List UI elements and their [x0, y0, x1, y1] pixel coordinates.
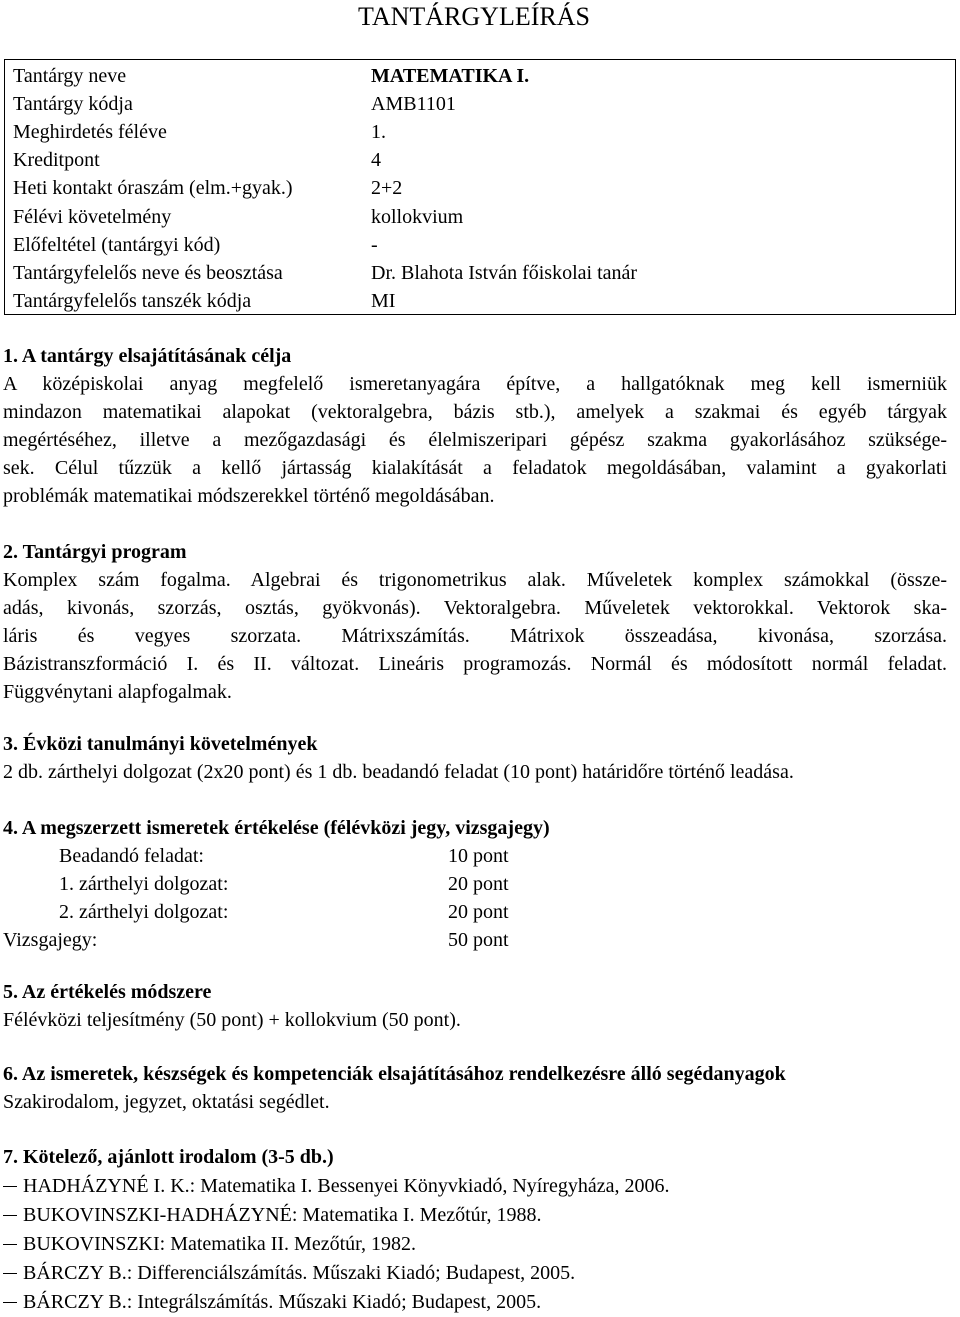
section-program	[3, 538, 947, 706]
info-label: Félévi követelmény	[13, 206, 172, 228]
grade-points: 20 pont	[448, 901, 509, 923]
paragraph-line: Félévközi teljesítmény (50 pont) + kollokvium (50 pont).	[3, 1009, 461, 1031]
section-title: 7. Kötelező, ajánlott irodalom (3-5 db.)	[3, 1146, 334, 1168]
info-value: MI	[371, 290, 396, 312]
info-row-department	[5, 287, 955, 315]
literature-item	[3, 1201, 542, 1230]
info-row-course-code	[5, 90, 955, 118]
paragraph-line: Bázistranszformáció I. és II. változat. Lineáris programozás. Normál és módosított normál feladat.	[3, 653, 947, 675]
page-title: TANTÁRGYLEÍRÁS	[358, 2, 590, 31]
info-label: Tantárgyfelelős neve és beosztása	[13, 262, 283, 284]
section-objective	[3, 342, 947, 510]
info-label: Meghirdetés féléve	[13, 121, 167, 143]
grade-label: 1. zárthelyi dolgozat:	[59, 873, 229, 895]
section-materials	[3, 1060, 947, 1116]
info-row-requirement	[5, 203, 955, 231]
info-row-responsible	[5, 259, 955, 287]
paragraph-line: Szakirodalom, jegyzet, oktatási segédlet.	[3, 1091, 330, 1113]
info-row-prerequisite	[5, 231, 955, 259]
info-label: Kreditpont	[13, 149, 100, 171]
grade-points: 50 pont	[448, 929, 509, 951]
grade-points: 20 pont	[448, 873, 509, 895]
literature-item	[3, 1288, 541, 1317]
info-label: Előfeltétel (tantárgyi kód)	[13, 234, 221, 256]
info-value: 2+2	[371, 177, 403, 199]
paragraph-line: mindazon matematikai alapokat (vektoralgebra, bázis stb.), amelyek a szakmai és egyéb tárgyak	[3, 401, 947, 423]
section-method	[3, 978, 947, 1034]
section-title: 6. Az ismeretek, készségek és kompetenciák elsajátításához rendelkezésre álló segédanyagok	[3, 1063, 786, 1085]
info-value: 4	[371, 149, 381, 171]
literature-item	[3, 1172, 670, 1201]
literature-text: BUKOVINSZKI-HADHÁZYNÉ: Matematika I. Mezőtúr, 1988.	[23, 1204, 542, 1226]
section-title: 4. A megszerzett ismeretek értékelése (félévközi jegy, vizsgajegy)	[3, 817, 550, 839]
course-info-table	[4, 59, 956, 315]
literature-item	[3, 1230, 416, 1259]
section-title: 5. Az értékelés módszere	[3, 981, 212, 1003]
section-literature	[3, 1143, 947, 1313]
dash-bullet-icon	[3, 1244, 17, 1246]
paragraph-line: Komplex szám fogalma. Algebrai és trigonometrikus alak. Műveletek komplex számokkal (össze-	[3, 569, 947, 591]
section-requirements	[3, 730, 947, 786]
grade-label: 2. zárthelyi dolgozat:	[59, 901, 229, 923]
literature-text: BUKOVINSZKI: Matematika II. Mezőtúr, 1982.	[23, 1233, 417, 1255]
paragraph-line: sek. Célul tűzzük a kellő jártasság kialakítását a feladatok megoldásában, valamint a gyakorlati	[3, 457, 947, 479]
literature-text: BÁRCZY B.: Integrálszámítás. Műszaki Kiadó; Budapest, 2005.	[23, 1291, 542, 1313]
info-value: MATEMATIKA I.	[371, 65, 530, 87]
info-value: AMB1101	[371, 93, 456, 115]
info-label: Tantárgy neve	[13, 65, 127, 87]
grade-points: 10 pont	[448, 845, 509, 867]
info-value: Dr. Blahota István főiskolai tanár	[371, 262, 638, 284]
info-value: -	[371, 234, 378, 256]
info-row-credits	[5, 146, 955, 174]
paragraph-line: A középiskolai anyag megfelelő ismeretanyagára építve, a hallgatóknak meg kell ismerniük	[3, 373, 947, 395]
info-row-weekly-hours	[5, 174, 955, 202]
section-evaluation	[3, 814, 947, 954]
info-label: Tantárgyfelelős tanszék kódja	[13, 290, 252, 312]
paragraph-line: adás, kivonás, szorzás, osztás, gyökvonás). Vektoralgebra. Műveletek vektorokkal. Vektorok ska-	[3, 597, 947, 619]
info-value: 1.	[371, 121, 386, 143]
dash-bullet-icon	[3, 1186, 17, 1188]
section-title: 3. Évközi tanulmányi követelmények	[3, 733, 318, 755]
dash-bullet-icon	[3, 1273, 17, 1275]
info-row-course-name	[5, 62, 955, 90]
grade-label: Vizsgajegy:	[3, 929, 98, 951]
paragraph-line: láris és vegyes szorzata. Mátrixszámítás. Mátrixok összeadása, kivonása, szorzása.	[3, 625, 947, 647]
paragraph-line: Függvénytani alapfogalmak.	[3, 681, 232, 703]
literature-text: HADHÁZYNÉ I. K.: Matematika I. Bessenyei Könyvkiadó, Nyíregyháza, 2006.	[23, 1175, 670, 1197]
paragraph-line: megértéséhez, illetve a mezőgazdasági és élelmiszeripari gépész szakma gyakorlásához szüksége-	[3, 429, 947, 451]
info-label: Heti kontakt óraszám (elm.+gyak.)	[13, 177, 293, 199]
dash-bullet-icon	[3, 1302, 17, 1304]
info-label: Tantárgy kódja	[13, 93, 133, 115]
section-title: 2. Tantárgyi program	[3, 541, 187, 563]
paragraph-line: problémák matematikai módszerekkel történő megoldásában.	[3, 485, 495, 507]
literature-item	[3, 1259, 575, 1288]
paragraph-line: 2 db. zárthelyi dolgozat (2x20 pont) és 1 db. beadandó feladat (10 pont) határidőre történő leadása.	[3, 761, 794, 783]
grade-label: Beadandó feladat:	[59, 845, 204, 867]
dash-bullet-icon	[3, 1215, 17, 1217]
info-row-semester	[5, 118, 955, 146]
literature-text: BÁRCZY B.: Differenciálszámítás. Műszaki Kiadó; Budapest, 2005.	[23, 1262, 576, 1284]
info-value: kollokvium	[371, 206, 464, 228]
section-title: 1. A tantárgy elsajátításának célja	[3, 345, 292, 367]
